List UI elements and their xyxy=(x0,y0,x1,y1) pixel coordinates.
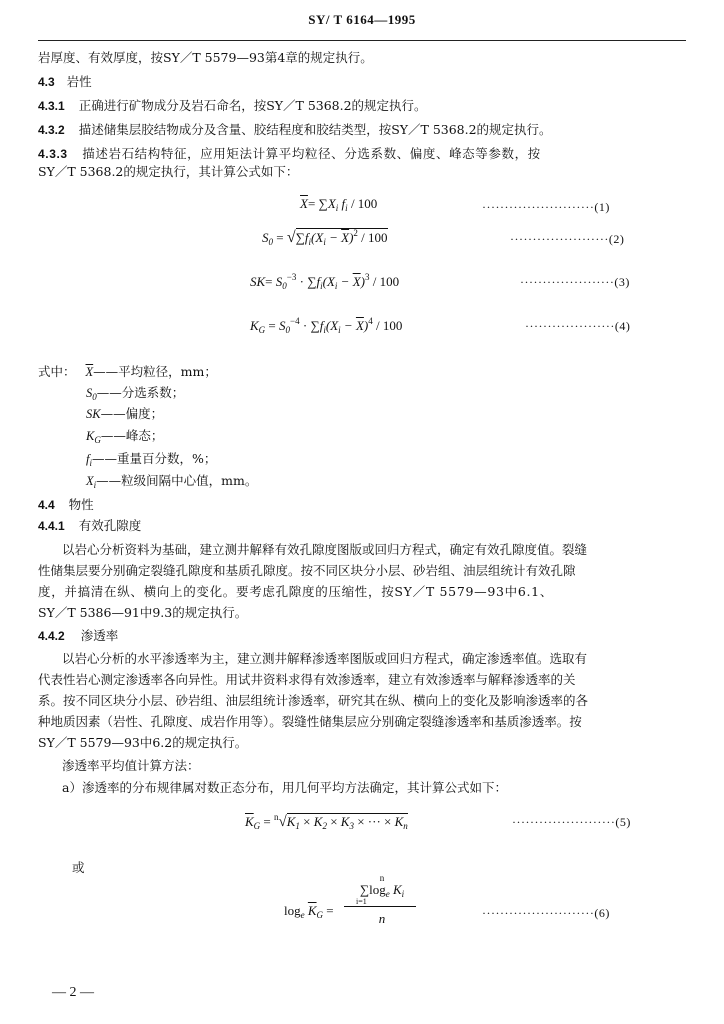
paragraph-line: 系。按不同区块分小层、砂岩组、油层组统计渗透率，研究其在纵、横向上的变化及影响渗透率的各 xyxy=(38,693,589,708)
formula-2-number: (2) xyxy=(608,232,625,246)
paragraph-line: 种地质因素（岩性、孔隙度、成岩作用等）。裂缝性储集层应分别确定裂缝渗透率和基质渗透率。按 xyxy=(38,714,582,729)
section-4-3-1 xyxy=(38,98,427,114)
legend-desc: ——平均粒径，mm； xyxy=(93,364,217,379)
formula-5-number: (5) xyxy=(615,815,631,829)
item-a: a）渗透率的分布规律属对数正态分布，用几何平均方法确定，其计算公式如下： xyxy=(62,780,507,795)
paragraph-text: 描述储集层胶结物成分及含量、胶结程度和胶结类型，按SY／T 5368.2的规定执行。 xyxy=(78,122,552,137)
formula-5: $\overline{K}_G = ^n√K_1 \times K_2 \times K_3$ × ··· × $K_n$ xyxy=(245,812,408,831)
section-number: 4.3.1 xyxy=(38,99,65,113)
formula-6-lhs: $\log_e \overline{K}_G$ = xyxy=(284,903,334,920)
section-title: 有效孔隙度 xyxy=(78,518,142,533)
paragraph-line: 以岩心分析的水平渗透率为主，建立测井解释渗透率图版或回归方程式，确定渗透率值。选取有 xyxy=(62,651,588,666)
section-number: 4.4.2 xyxy=(38,629,65,643)
legend-desc: ——峰态； xyxy=(100,428,164,443)
section-number: 4.3 xyxy=(38,75,55,89)
section-4-4 xyxy=(38,497,94,513)
average-method-title: 渗透率平均值计算方法： xyxy=(62,758,200,773)
formula-4: $K_G = S_0^{-4} \cdot \sum f_i(X_i - \overline{X})^4 / 100$ xyxy=(250,316,403,335)
legend-desc: ——粒级间隔中心值，mm。 xyxy=(96,473,258,488)
section-4-4-1 xyxy=(38,518,141,534)
formula-2-leader: ······················(2) xyxy=(510,232,625,246)
formula-1-leader: ·························(1) xyxy=(482,200,610,214)
formula-6-denominator: n xyxy=(378,911,386,926)
or-connector: 或 xyxy=(72,860,85,875)
section-number: 4.4.1 xyxy=(38,519,65,533)
formula-3-number: (3) xyxy=(614,275,630,289)
section-4-3 xyxy=(38,74,92,90)
page-header: SY/ T 6164—1995 xyxy=(308,12,416,27)
section-title: 物性 xyxy=(68,497,94,512)
paragraph-line: 性储集层要分别确定裂缝孔隙度和基质孔隙度。按不同区块分小层、砂岩组、油层组统计有效孔隙 xyxy=(38,563,576,578)
legend-f: $f_i——$重量百分数，%； xyxy=(86,451,217,468)
page-number: — 2 — xyxy=(52,985,94,1000)
legend-desc: ——重量百分数，%； xyxy=(92,451,217,466)
section-4-3-2 xyxy=(38,122,552,138)
formula-4-number: (4) xyxy=(614,319,631,333)
section-4-3-3 xyxy=(38,146,541,162)
section-4-4-2 xyxy=(38,628,118,644)
legend-desc: ——分选系数； xyxy=(96,385,185,400)
legend-x: 式中： $\overline{X}——$平均粒径，mm； xyxy=(38,364,217,379)
formula-2: $S_0 = √\sum f_i(X_i - \overline{X})^2 / 100$ xyxy=(262,228,388,247)
section-number: 4.3.2 xyxy=(38,123,65,137)
formula-4-leader: ····················(4) xyxy=(525,319,631,333)
paragraph-line: SY／T 5386—91中9.3的规定执行。 xyxy=(38,605,248,620)
legend-kg: $K_G——$峰态； xyxy=(86,428,164,445)
formula-6-number: (6) xyxy=(594,906,610,920)
section-title: 岩性 xyxy=(66,74,92,89)
formula-1-number: (1) xyxy=(594,200,610,214)
paragraph-line: 度，并搞清在纵、横向上的变化。要考虑孔隙度的压缩性，按SY／T 5579—93中6.1、 xyxy=(38,584,554,599)
continuation-line: 岩厚度、有效厚度，按SY／T 5579—93第4章的规定执行。 xyxy=(38,50,373,65)
paragraph-line: 代表性岩心测定渗透率各向异性。用试井资料求得有效渗透率，建立有效渗透率与解释渗透率的关 xyxy=(38,672,576,687)
section-number: 4.4 xyxy=(38,498,55,512)
legend-desc: ——偏度； xyxy=(100,406,164,421)
paragraph-line: SY／T 5579—93中6.2的规定执行。 xyxy=(38,735,248,750)
formula-3: $SK= S_0^{-3} \cdot \sum f_i(X_i - \overline{X})^3 / 100$ xyxy=(250,272,400,291)
paragraph-text: 正确进行矿物成分及岩石命名，按SY／T 5368.2的规定执行。 xyxy=(78,98,427,113)
section-title: 渗透率 xyxy=(80,628,119,643)
formula-6-fraction-bar xyxy=(344,906,416,907)
legend-xi: $X_i——$粒级间隔中心值，mm。 xyxy=(86,473,258,490)
formula-6-leader: ·························(6) xyxy=(482,906,610,920)
paragraph-text: 描述岩石结构特征，应用矩法计算平均粒径、分选系数、偏度、峰态等参数，按 xyxy=(82,146,541,161)
legend-s0: $S_0——$分选系数； xyxy=(86,385,185,402)
paragraph-continuation: SY／T 5368.2的规定执行，其计算公式如下： xyxy=(38,164,299,179)
formula-1: $\overline{X}= \sum X_i$ $f_i / 100$ xyxy=(300,196,378,213)
paragraph-line: 以岩心分析资料为基础，建立测井解释有效孔隙度图版或回归方程式，确定有效孔隙度值。裂缝 xyxy=(62,542,588,557)
formula-3-leader: ·····················(3) xyxy=(520,275,630,289)
legend-intro: 式中： xyxy=(38,364,76,379)
header-rule xyxy=(38,40,686,41)
section-number: 4.3.3 xyxy=(38,147,68,161)
formula-6-numerator: n $\sum\log_e$ $K_i$ i=1 xyxy=(356,873,405,906)
legend-sk: SK——偏度； xyxy=(86,406,164,421)
formula-5-leader: ·······················(5) xyxy=(512,815,631,829)
